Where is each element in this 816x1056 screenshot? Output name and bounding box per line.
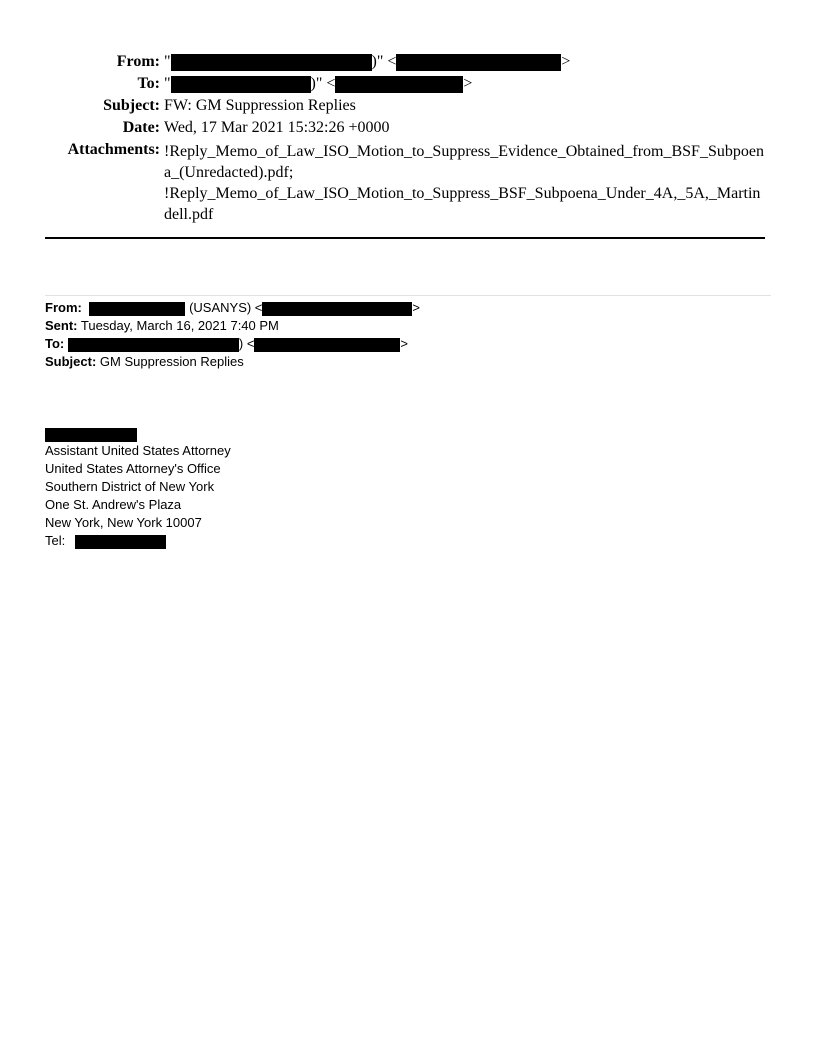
from-close-text: > <box>561 53 571 70</box>
forwarded-header <box>45 299 420 371</box>
to-label: To: <box>137 75 160 92</box>
signature-district: Southern District of New York <box>45 479 215 494</box>
subject-value: FW: GM Suppression Replies <box>164 97 356 114</box>
from-label: From: <box>116 53 160 70</box>
fwd-from-close: > <box>412 300 420 315</box>
redaction-box <box>254 338 400 352</box>
fwd-from-label: From: <box>45 300 82 315</box>
redaction-box <box>171 54 372 71</box>
from-value <box>164 53 570 71</box>
from-open-quote: " <box>164 53 171 70</box>
subject-label: Subject: <box>103 97 160 114</box>
redaction-box <box>68 338 239 352</box>
redaction-box <box>45 428 137 442</box>
header-divider <box>45 237 765 239</box>
to-close-text: > <box>463 75 473 92</box>
header-to-row <box>0 75 816 97</box>
signature-tel-label: Tel: <box>45 533 66 548</box>
signature-tel-row <box>45 532 231 550</box>
fwd-sent-label: Sent: <box>45 318 78 333</box>
redaction-box <box>171 76 311 93</box>
to-open-quote: " <box>164 75 171 92</box>
signature-address-line-2: New York, New York 10007 <box>45 515 202 530</box>
signature-address-line-1: One St. Andrew's Plaza <box>45 497 182 512</box>
fwd-to-close: > <box>400 336 409 351</box>
redaction-box <box>262 302 412 316</box>
fwd-subject-value: GM Suppression Replies <box>96 354 244 369</box>
header-date-row <box>0 119 816 141</box>
fwd-subject-row <box>45 353 420 371</box>
fwd-sent-row <box>45 317 420 335</box>
fwd-from-row <box>45 299 420 317</box>
signature-name-row <box>45 426 231 442</box>
fwd-to-mid: ) < <box>238 336 255 351</box>
signature-office: United States Attorney's Office <box>45 461 221 476</box>
to-mid-text: )" < <box>310 75 336 92</box>
signature-title: Assistant United States Attorney <box>45 443 231 458</box>
redaction-box <box>75 535 166 549</box>
attachments-label: Attachments: <box>67 141 160 158</box>
attachment-link[interactable]: !Reply_Memo_of_Law_ISO_Motion_to_Suppress_BSF_Subpoena_Under_4A,_5A,_Martindell.pdf <box>164 185 761 223</box>
header-attachments-row <box>0 141 816 223</box>
redaction-box <box>396 54 561 71</box>
fwd-subject-label: Subject: <box>45 354 97 369</box>
header-from-row <box>0 53 816 75</box>
fwd-sent-value: Tuesday, March 16, 2021 7:40 PM <box>77 318 279 333</box>
header-subject-row <box>0 97 816 119</box>
fwd-to-row <box>45 335 420 353</box>
email-header <box>0 53 816 223</box>
redaction-box <box>335 76 463 93</box>
from-mid-text: )" < <box>371 53 397 70</box>
date-label: Date: <box>122 119 160 136</box>
redaction-box <box>89 302 185 316</box>
date-value: Wed, 17 Mar 2021 15:32:26 +0000 <box>164 119 390 136</box>
attachment-link[interactable]: !Reply_Memo_of_Law_ISO_Motion_to_Suppress_Evidence_Obtained_from_BSF_Subpoena_(Unredacted).pdf; <box>164 143 764 181</box>
message-divider <box>45 295 771 296</box>
fwd-from-org: (USANYS) < <box>185 300 263 315</box>
signature-block <box>45 426 231 550</box>
to-value <box>164 75 472 93</box>
fwd-to-label: To: <box>45 336 65 351</box>
attachments-list <box>164 141 764 225</box>
